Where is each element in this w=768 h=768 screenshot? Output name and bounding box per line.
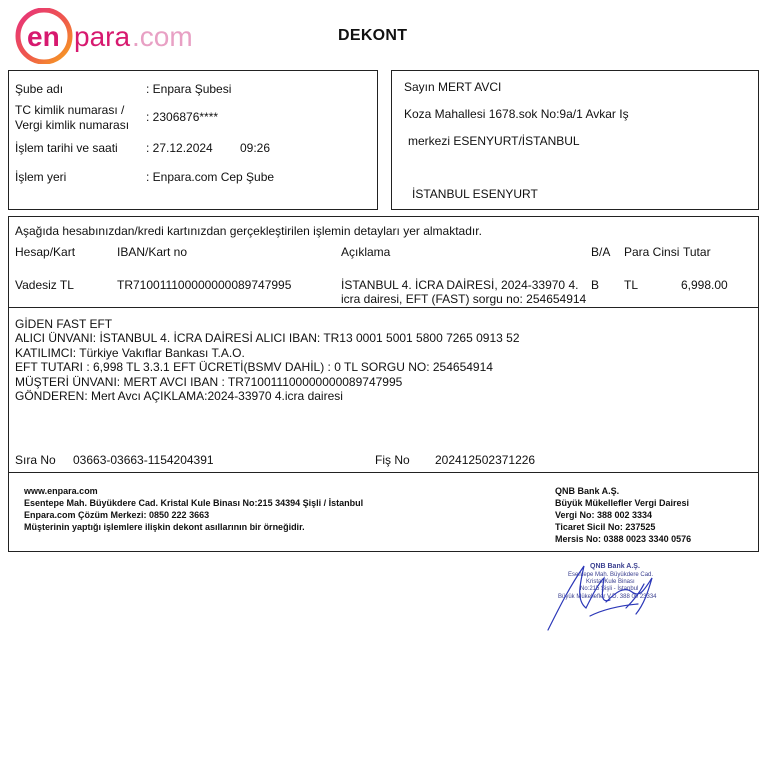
row-iban: TR710011100000000089747995 <box>117 278 292 292</box>
tc-value: : 2306876**** <box>146 110 219 124</box>
row-currency: TL <box>624 278 639 292</box>
receipt-label: Fiş No <box>375 453 410 467</box>
detail-intro: Aşağıda hesabınızdan/kredi kartınızdan gerçekleştirilen işlemin detayları yer almaktadır. <box>15 224 482 238</box>
receipt-value: 202412502371226 <box>435 453 536 467</box>
stamp-line: Esentepe Mah. Büyükdere Cad. <box>568 572 654 578</box>
header-amount: Tutar <box>683 245 711 259</box>
customer-city: İSTANBUL ESENYURT <box>412 187 538 201</box>
logo-text-en: en <box>27 21 60 52</box>
bank-stamp-signature <box>540 556 680 632</box>
sequence-label: Sıra No <box>15 453 56 467</box>
branch-label: Şube adı <box>15 82 64 96</box>
transfer-line: MÜŞTERİ ÜNVANI: MERT AVCI IBAN : TR710011100000000089747995 <box>15 375 403 389</box>
footer-disclaimer: Müşterinin yaptığı işlemlere ilişkin dekont asıllarının bir örneğidir. <box>24 522 305 532</box>
footer-box <box>8 472 759 552</box>
footer-mersis: Mersis No: 0388 0023 3340 0576 <box>555 534 692 544</box>
transfer-line: ALICI ÜNVANI: İSTANBUL 4. İCRA DAİRESİ ALICI IBAN: TR13 0001 5001 5800 7265 0913 52 <box>15 331 520 345</box>
footer-address: Esentepe Mah. Büyükdere Cad. Kristal Kule Binası No:215 34394 Şişli / İstanbul <box>24 498 364 508</box>
row-description-line1: İSTANBUL 4. İCRA DAİRESİ, 2024-33970 4. <box>341 278 579 292</box>
transfer-details-box <box>8 307 759 473</box>
row-account: Vadesiz TL <box>15 278 74 292</box>
branch-value: : Enpara Şubesi <box>146 82 232 96</box>
customer-address-box <box>391 70 759 210</box>
row-ba: B <box>591 278 600 292</box>
footer-website: www.enpara.com <box>24 486 98 496</box>
document-title: DEKONT <box>338 27 408 44</box>
customer-name: Sayın MERT AVCI <box>404 80 502 94</box>
time-value: 09:26 <box>240 141 271 155</box>
stamp-line: QNB Bank A.Ş. <box>590 563 640 570</box>
logo-text-para: para <box>74 21 131 52</box>
footer-bank-name: QNB Bank A.Ş. <box>555 486 620 496</box>
header-ba: B/A <box>591 245 611 259</box>
branch-info-box <box>8 70 378 210</box>
stamp-line: Büyük Mükellefler V.D. 388 00 23334 <box>558 594 657 600</box>
tc-label-line1: TC kimlik numarası / <box>15 103 125 117</box>
place-label: İşlem yeri <box>15 170 67 184</box>
sequence-value: 03663-03663-1154204391 <box>73 453 214 467</box>
transfer-line: GÖNDEREN: Mert Avcı AÇIKLAMA:2024-33970 4.icra dairesi <box>15 389 343 403</box>
stamp-line: Kristal Kule Binası <box>586 579 635 585</box>
place-value: : Enpara.com Cep Şube <box>146 170 275 184</box>
footer-phone: Enpara.com Çözüm Merkezi: 0850 222 3663 <box>24 510 210 520</box>
footer-trade-registry: Ticaret Sicil No: 237525 <box>555 522 656 532</box>
customer-address-line1: Koza Mahallesi 1678.sok No:9a/1 Avkar Iş <box>404 107 629 121</box>
transaction-detail-box <box>8 216 759 308</box>
date-value: : 27.12.2024 <box>146 141 213 155</box>
stamp-line: No:215 Şişli - İstanbul <box>580 586 639 592</box>
logo-text-com: .com <box>132 21 193 52</box>
row-description-line2: icra dairesi, EFT (FAST) sorgu no: 254654914 <box>341 292 587 306</box>
footer-tax-office: Büyük Mükellefler Vergi Dairesi <box>555 498 690 508</box>
row-amount: 6,998.00 <box>681 278 728 292</box>
transfer-line: EFT TUTARI : 6,998 TL 3.3.1 EFT ÜCRETİ(BSMV DAHİL) : 0 TL SORGU NO: 254654914 <box>15 360 493 374</box>
header-iban: IBAN/Kart no <box>117 245 188 259</box>
customer-address-line2: merkezi ESENYURT/İSTANBUL <box>408 134 580 148</box>
transfer-line: GİDEN FAST EFT <box>15 317 113 331</box>
footer-tax-no: Vergi No: 388 002 3334 <box>555 510 653 520</box>
enpara-logo <box>14 8 194 64</box>
tc-label-line2: Vergi kimlik numarası <box>15 118 130 132</box>
transfer-line: KATILIMCI: Türkiye Vakıflar Bankası T.A.O. <box>15 346 245 360</box>
header-currency: Para Cinsi <box>624 245 680 259</box>
header-account: Hesap/Kart <box>15 245 76 259</box>
date-label: İşlem tarihi ve saati <box>15 141 118 155</box>
header-description: Açıklama <box>341 245 391 259</box>
